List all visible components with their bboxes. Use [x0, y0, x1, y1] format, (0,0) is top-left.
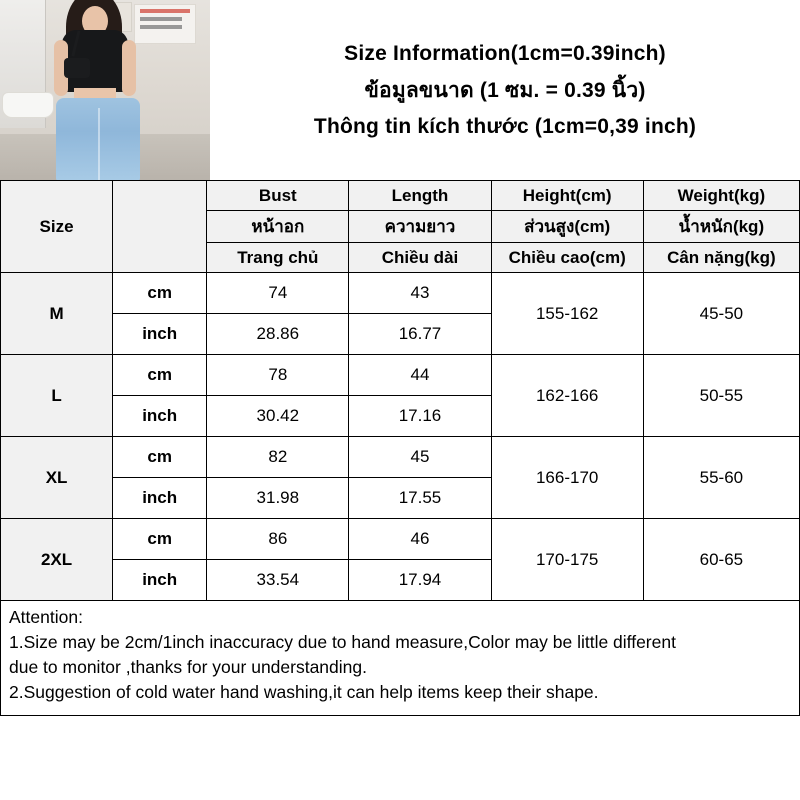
2xl-bust-cm: 86 [207, 519, 349, 560]
model-bag [64, 58, 90, 78]
l-weight: 50-55 [643, 355, 799, 437]
xl-weight: 55-60 [643, 437, 799, 519]
2xl-weight: 60-65 [643, 519, 799, 601]
poster-line [140, 17, 182, 21]
col-weight-vi: Cân nặng(kg) [643, 243, 799, 273]
l-length-inch: 17.16 [349, 396, 491, 437]
unit-cm: cm [113, 355, 207, 396]
attention-line-2: due to monitor ,thanks for your understanding. [9, 657, 367, 677]
bottom-spacer [0, 716, 800, 776]
attention-title: Attention: [9, 607, 83, 627]
size-header-spacer [113, 181, 207, 273]
col-weight-th: น้ำหนัก(kg) [643, 211, 799, 243]
product-photo [0, 0, 210, 180]
2xl-bust-inch: 33.54 [207, 560, 349, 601]
model-arm-right [122, 40, 136, 96]
unit-cm: cm [113, 273, 207, 314]
2xl-length-inch: 17.94 [349, 560, 491, 601]
title-vi: Thông tin kích thước (1cm=0,39 inch) [313, 114, 697, 138]
row-size-l: L [1, 355, 113, 437]
xl-bust-cm: 82 [207, 437, 349, 478]
col-height-th: ส่วนสูง(cm) [491, 211, 643, 243]
xl-bust-inch: 31.98 [207, 478, 349, 519]
m-bust-inch: 28.86 [207, 314, 349, 355]
row-size-xl: XL [1, 437, 113, 519]
col-height-vi: Chiều cao(cm) [491, 243, 643, 273]
unit-inch: inch [113, 560, 207, 601]
row-size-2xl: 2XL [1, 519, 113, 601]
table-row [1, 273, 800, 314]
col-length-th: ความยาว [349, 211, 491, 243]
l-length-cm: 44 [349, 355, 491, 396]
m-length-inch: 16.77 [349, 314, 491, 355]
xl-height: 166-170 [491, 437, 643, 519]
header [0, 0, 800, 180]
col-weight-en: Weight(kg) [643, 181, 799, 211]
col-height-en: Height(cm) [491, 181, 643, 211]
col-length-en: Length [349, 181, 491, 211]
unit-inch: inch [113, 314, 207, 355]
model-jeans [56, 98, 140, 180]
col-bust-vi: Trang chủ [207, 243, 349, 273]
title-th: ข้อมูลขนาด (1 ซม. = 0.39 นิ้ว) [364, 78, 646, 102]
unit-inch: inch [113, 478, 207, 519]
m-weight: 45-50 [643, 273, 799, 355]
l-height: 162-166 [491, 355, 643, 437]
col-bust-th: หน้าอก [207, 211, 349, 243]
m-bust-cm: 74 [207, 273, 349, 314]
attention-line-3: 2.Suggestion of cold water hand washing,it can help items keep their shape. [9, 682, 599, 702]
m-length-cm: 43 [349, 273, 491, 314]
col-bust-en: Bust [207, 181, 349, 211]
size-table [0, 180, 800, 601]
attention-block [0, 601, 800, 716]
unit-cm: cm [113, 519, 207, 560]
2xl-length-cm: 46 [349, 519, 491, 560]
table-row [1, 355, 800, 396]
xl-length-inch: 17.55 [349, 478, 491, 519]
m-height: 155-162 [491, 273, 643, 355]
l-bust-cm: 78 [207, 355, 349, 396]
size-header-cell: Size [1, 181, 113, 273]
photo-poster [134, 4, 196, 44]
table-header-row-en [1, 181, 800, 211]
table-row [1, 519, 800, 560]
poster-line [140, 9, 190, 13]
2xl-height: 170-175 [491, 519, 643, 601]
header-titles [210, 0, 800, 180]
attention-line-1: 1.Size may be 2cm/1inch inaccuracy due to hand measure,Color may be little different [9, 632, 676, 652]
title-en: Size Information(1cm=0.39inch) [344, 41, 666, 65]
l-bust-inch: 30.42 [207, 396, 349, 437]
row-size-m: M [1, 273, 113, 355]
col-length-vi: Chiều dài [349, 243, 491, 273]
xl-length-cm: 45 [349, 437, 491, 478]
unit-inch: inch [113, 396, 207, 437]
table-row [1, 437, 800, 478]
poster-line [140, 25, 182, 29]
unit-cm: cm [113, 437, 207, 478]
photo-sink [2, 92, 54, 118]
